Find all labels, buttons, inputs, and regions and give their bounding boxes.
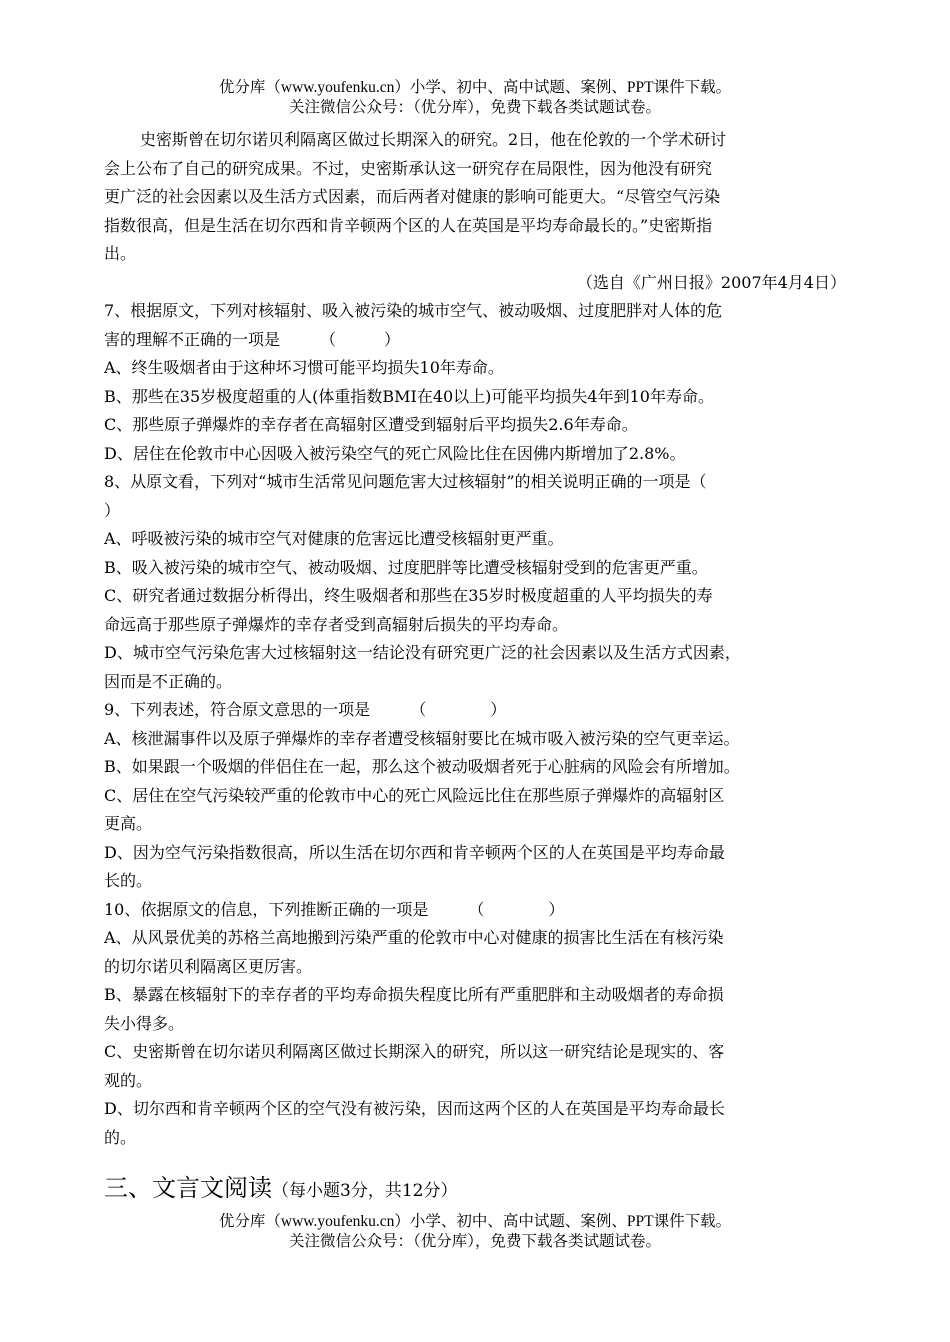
question-8	[104, 468, 854, 696]
header-banner-line2: 关注微信公众号：（优分库），免费下载各类试题试卷。	[288, 99, 661, 116]
option-b-continued: 失小得多。	[104, 1013, 185, 1033]
passage-line: 指数很高，但是生活在切尔西和肯辛顿两个区的人在英国是平均寿命最长的。”史密斯指	[104, 215, 713, 235]
option-b: B、吸入被污染的城市空气、被动吸烟、过度肥胖等比遭受核辐射受到的危害更严重。	[104, 557, 708, 577]
document-body	[104, 126, 854, 1206]
option-c-continued: 更高。	[104, 814, 153, 833]
section-heading	[104, 1170, 854, 1206]
option-c: C、史密斯曾在切尔诺贝利隔离区做过长期深入的研究，所以这一研究结论是现实的、客	[104, 1042, 725, 1061]
question-stem-line	[104, 696, 854, 725]
question-stem-line: 8、从原文看，下列对“城市生活常见问题危害大过核辐射”的相关说明正确的一项是（	[104, 472, 707, 491]
option-b: B、如果跟一个吸烟的伴侣住在一起，那么这个被动吸烟者死于心脏病的风险会有所增加。	[104, 757, 740, 776]
footer-banner	[0, 1212, 950, 1252]
option-a-continued: 的切尔诺贝利隔离区更厉害。	[104, 956, 313, 976]
option-a: A、终生吸烟者由于这种坏习惯可能平均损失10年寿命。	[104, 358, 504, 377]
question-stem-line: ）	[104, 500, 121, 520]
option-d: D、切尔西和肯辛顿两个区的空气没有被污染，因而这两个区的人在英国是平均寿命最长	[104, 1099, 725, 1118]
passage	[104, 126, 854, 297]
question-stem-text: 害的理解不正确的一项是	[104, 329, 281, 349]
passage-source: （选自《广州日报》2007年4月4日）	[576, 272, 846, 292]
option-c-continued: 观的。	[104, 1070, 153, 1090]
option-a: A、呼吸被污染的城市空气对健康的危害远比遭受核辐射更严重。	[104, 529, 564, 548]
option-d: D、因为空气污染指数很高，所以生活在切尔西和肯辛顿两个区的人在英国是平均寿命最	[104, 842, 725, 862]
question-stem-line: 7、根据原文，下列对核辐射、吸入被污染的城市空气、被动吸烟、过度肥胖对人体的危	[104, 301, 723, 320]
footer-banner-line1: 优分库（www.youfenku.cn）小学、初中、高中试题、案例、PPT课件下载。	[218, 1213, 732, 1230]
option-b: B、暴露在核辐射下的幸存者的平均寿命损失程度比所有严重肥胖和主动吸烟者的寿命损	[104, 985, 724, 1004]
passage-line: 出。	[104, 244, 137, 263]
question-stem-line	[104, 326, 854, 355]
option-d-continued: 因而是不正确的。	[104, 671, 233, 691]
section-heading-note: （每小题3分，共12分）	[272, 1181, 458, 1201]
question-7	[104, 297, 854, 468]
option-d: D、城市空气污染危害大过核辐射这一结论没有研究更广泛的社会因素以及生活方式因素，	[104, 643, 741, 662]
answer-blank: （ ）	[410, 700, 507, 719]
answer-blank: （ ）	[468, 899, 565, 919]
option-c: C、研究者通过数据分析得出，终生吸烟者和那些在35岁时极度超重的人平均损失的寿	[104, 586, 713, 605]
option-c: C、居住在空气污染较严重的伦敦市中心的死亡风险远比住在那些原子弹爆炸的高辐射区	[104, 785, 725, 805]
question-stem-text: 10、依据原文的信息，下列推断正确的一项是	[104, 899, 429, 919]
passage-line: 史密斯曾在切尔诺贝利隔离区做过长期深入的研究。2日，他在伦敦的一个学术研讨	[140, 130, 727, 149]
option-c-continued: 命远高于那些原子弹爆炸的幸存者受到高辐射后损失的平均寿命。	[104, 614, 569, 634]
footer-banner-line2: 关注微信公众号：（优分库），免费下载各类试题试卷。	[288, 1233, 661, 1250]
option-d-continued: 的。	[104, 1127, 137, 1147]
option-a: A、核泄漏事件以及原子弹爆炸的幸存者遭受核辐射要比在城市吸入被污染的空气更幸运。	[104, 728, 740, 748]
option-d: D、居住在伦敦市中心因吸入被污染空气的死亡风险比住在因佛内斯增加了2.8%。	[104, 443, 686, 463]
header-banner	[0, 78, 950, 118]
question-stem-text: 9、下列表述，符合原文意思的一项是	[104, 700, 371, 719]
question-9	[104, 696, 854, 896]
section-gap	[104, 1152, 854, 1166]
passage-line: 更广泛的社会因素以及生活方式因素，而后两者对健康的影响可能更大。“尽管空气污染	[104, 187, 721, 206]
header-banner-line1: 优分库（www.youfenku.cn）小学、初中、高中试题、案例、PPT课件下载。	[218, 79, 732, 96]
option-c: C、那些原子弹爆炸的幸存者在高辐射区遭受到辐射后平均损失2.6年寿命。	[104, 415, 638, 434]
passage-line: 会上公布了自己的研究成果。不过，史密斯承认这一研究存在局限性，因为他没有研究	[104, 158, 713, 178]
section-heading-title: 三、文言文阅读	[104, 1174, 272, 1202]
option-a: A、从风景优美的苏格兰高地搬到污染严重的伦敦市中心对健康的损害比生活在有核污染	[104, 928, 724, 947]
question-10	[104, 896, 854, 1153]
option-d-continued: 长的。	[104, 871, 153, 890]
question-stem-line	[104, 896, 854, 925]
option-b: B、那些在35岁极度超重的人(体重指数BMI在40以上)可能平均损失4年到10年寿命。	[104, 386, 714, 406]
answer-blank: （ ）	[320, 329, 401, 349]
